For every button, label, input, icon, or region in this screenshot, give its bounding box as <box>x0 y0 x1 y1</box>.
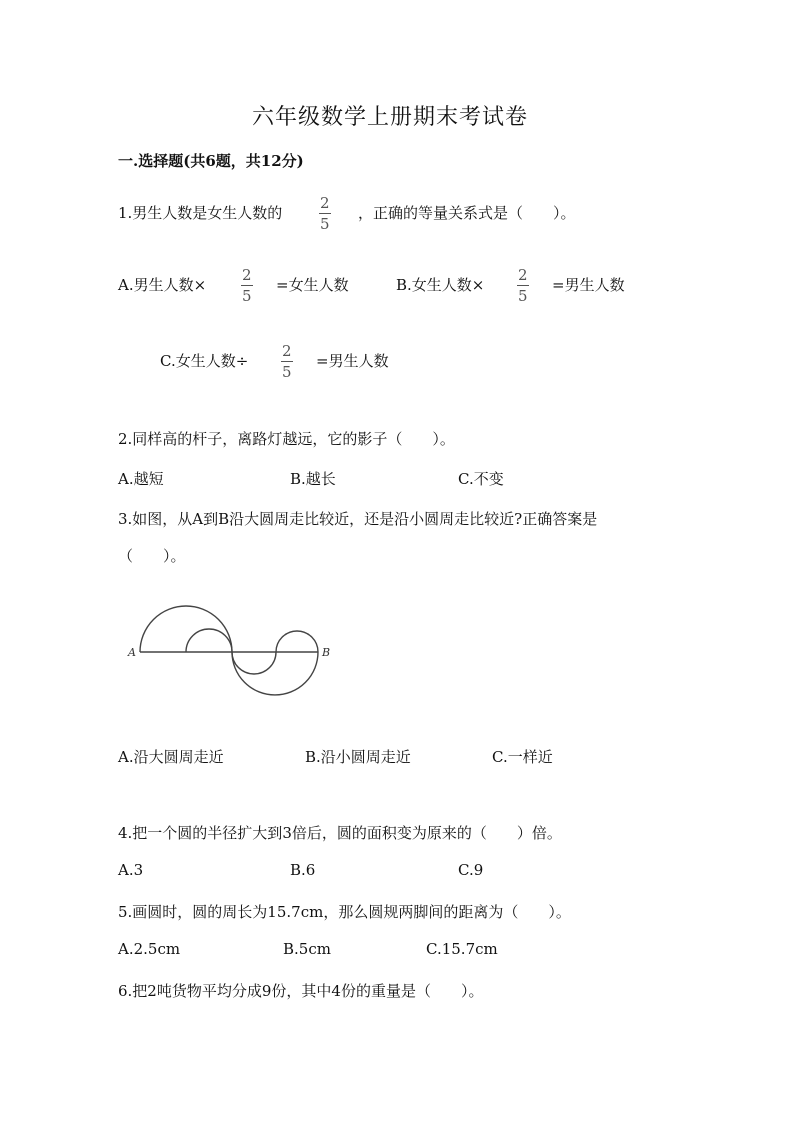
question-4-option-c[interactable]: C.9 <box>458 861 484 879</box>
question-3-option-c[interactable]: C.一样近 <box>492 748 553 766</box>
question-5-option-a[interactable]: A.2.5cm <box>118 940 181 958</box>
question-3-text-line1: 3.如图，从A到B沿大圆周走比较近，还是沿小圆周走比较近?正确答案是 <box>118 510 598 528</box>
question-1-text-before: 1.男生人数是女生人数的 <box>118 204 283 222</box>
question-4-option-a[interactable]: A.3 <box>118 861 144 879</box>
question-4-text: 4.把一个圆的半径扩大到3倍后，圆的面积变为原来的（ ）倍。 <box>118 824 562 842</box>
question-1-option-c-fraction <box>280 344 294 380</box>
question-1-text-after: ，正确的等量关系式是（ ）。 <box>358 204 576 222</box>
question-3-option-b[interactable]: B.沿小圆周走近 <box>305 748 411 766</box>
point-label-b: B <box>322 646 331 659</box>
fraction-numerator: 2 <box>518 266 528 284</box>
question-6-text: 6.把2吨货物平均分成9份，其中4份的重量是（ ）。 <box>118 982 484 1000</box>
question-2-option-c[interactable]: C.不变 <box>458 470 504 488</box>
question-1-option-b-after[interactable]: =男生人数 <box>552 276 625 294</box>
large-semicircle-top <box>140 606 232 652</box>
question-1-option-c-before[interactable]: C.女生人数÷ <box>160 352 249 370</box>
small-semicircle-3 <box>276 631 318 652</box>
page-title: 六年级数学上册期末考试卷 <box>252 105 529 130</box>
fraction-numerator: 2 <box>242 266 252 284</box>
question-5-option-b[interactable]: B.5cm <box>283 940 331 958</box>
circle-path-figure <box>120 590 340 710</box>
question-5-option-c[interactable]: C.15.7cm <box>426 940 498 958</box>
question-2-text: 2.同样高的杆子，离路灯越远，它的影子（ ）。 <box>118 430 455 448</box>
question-1-fraction <box>318 196 332 232</box>
question-1-option-b-fraction <box>516 268 530 304</box>
fraction-numerator: 2 <box>282 342 292 360</box>
question-3-text-line2: （ ）。 <box>118 547 186 565</box>
question-1-option-a-before[interactable]: A.男生人数× <box>118 276 207 294</box>
small-semicircle-1 <box>186 629 232 652</box>
fraction-denominator: 5 <box>320 215 330 233</box>
small-semicircle-2 <box>232 652 276 674</box>
question-2-option-a[interactable]: A.越短 <box>118 470 164 488</box>
section-heading: 一.选择题(共6题，共12分) <box>118 152 304 170</box>
question-5-text: 5.画圆时，圆的周长为15.7cm，那么圆规两脚间的距离为（ ）。 <box>118 903 571 921</box>
question-4-option-b[interactable]: B.6 <box>290 861 316 879</box>
fraction-numerator: 2 <box>320 194 330 212</box>
fraction-denominator: 5 <box>518 287 528 305</box>
fraction-denominator: 5 <box>242 287 252 305</box>
point-label-a: A <box>128 646 136 659</box>
question-3-option-a[interactable]: A.沿大圆周走近 <box>118 748 224 766</box>
question-1-option-b-before[interactable]: B.女生人数× <box>396 276 485 294</box>
fraction-denominator: 5 <box>282 363 292 381</box>
question-1-option-c-after[interactable]: =男生人数 <box>316 352 389 370</box>
question-1-option-a-fraction <box>240 268 254 304</box>
question-2-option-b[interactable]: B.越长 <box>290 470 336 488</box>
question-1-option-a-after[interactable]: =女生人数 <box>276 276 349 294</box>
